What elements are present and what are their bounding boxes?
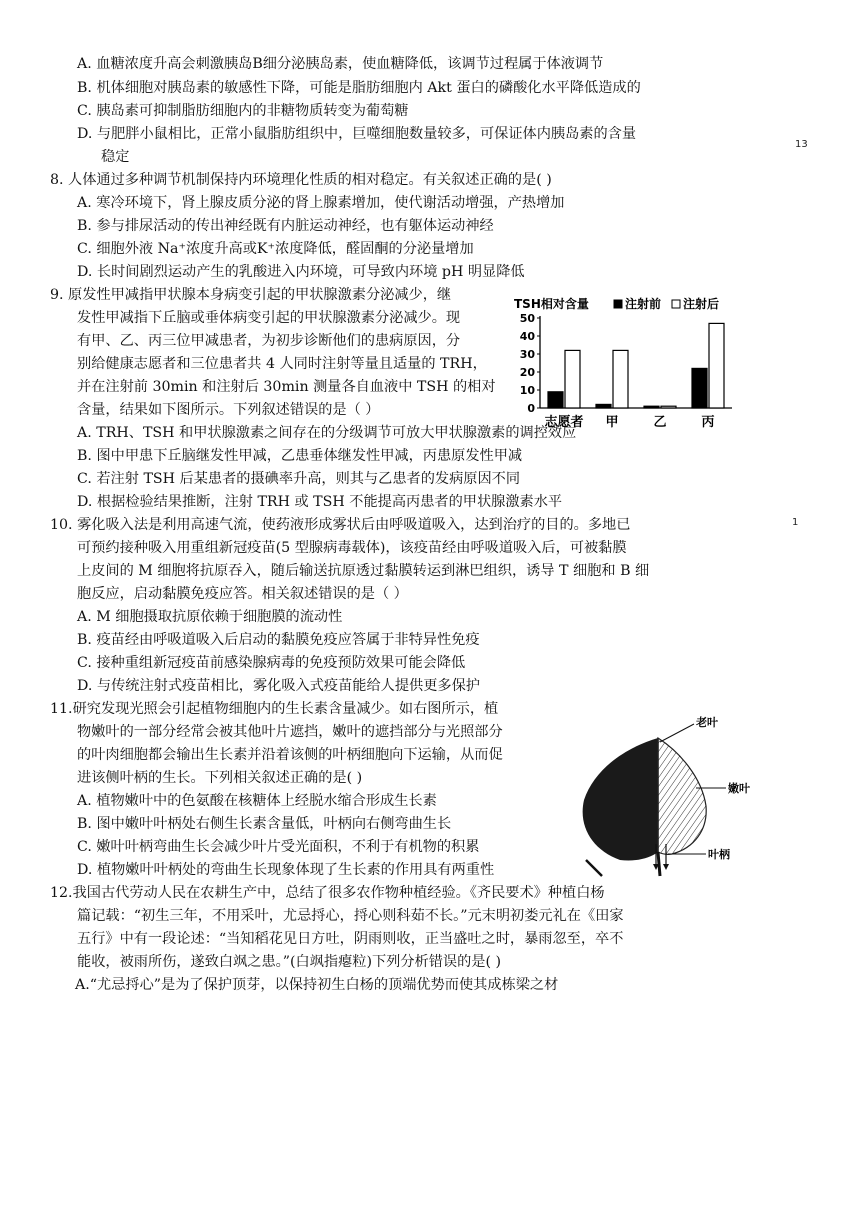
text-line: D. 植物嫩叶叶柄处的弯曲生长现象体现了生长素的作用具有两重性 bbox=[77, 862, 495, 878]
text-line: C. 细胞外液 Na⁺浓度升高或K⁺浓度降低，醛固酮的分泌量增加 bbox=[77, 241, 474, 257]
text-line: 胞反应，启动黏膜免疫应答。相关叙述错误的是（ ） bbox=[77, 586, 408, 602]
text-line: B. 图中甲患下丘脑继发性甲减，乙患垂体继发性甲减，丙患原发性甲减 bbox=[77, 448, 523, 464]
bar-3-1 bbox=[709, 323, 724, 408]
text-line: C. 接种重组新冠疫苗前感染腺病毒的免疫预防效果可能会降低 bbox=[77, 655, 466, 671]
page-number-mid: 1 bbox=[792, 517, 799, 528]
text-line: 可预约接种吸入用重组新冠疫苗(5 型腺病毒载体)，该疫苗经由呼吸道吸入后，可被黏膜 bbox=[77, 540, 627, 556]
bar-0-0 bbox=[548, 392, 563, 408]
chart-ylabel: TSH相对含量 bbox=[514, 297, 589, 311]
legend-label-0: 注射前 bbox=[625, 297, 662, 311]
text-line: 有甲、乙、丙三位甲减患者，为初步诊断他们的患病原因，分 bbox=[77, 333, 461, 349]
text-line: 12.我国古代劳动人民在农耕生产中，总结了很多农作物种植经验。《齐民要术》种植白杨 bbox=[50, 885, 605, 901]
text-line: C. 若注射 TSH 后某患者的摄碘率升高，则其与乙患者的发病原因不同 bbox=[77, 471, 521, 487]
text-line: A.“尤忌捋心”是为了保护顶芽，以保持初生白杨的顶端优势而使其成栋梁之材 bbox=[75, 977, 559, 993]
text-line: 含量，结果如下图所示。下列叙述错误的是（ ） bbox=[77, 402, 380, 418]
text-line: 8. 人体通过多种调节机制保持内环境理化性质的相对稳定。有关叙述正确的是( ) bbox=[50, 172, 552, 188]
text-line: D. 长时间剧烈运动产生的乳酸进入内环境，可导致内环境 pH 明显降低 bbox=[77, 264, 525, 280]
y-tick-label-2: 20 bbox=[519, 366, 535, 379]
legend-label-1: 注射后 bbox=[683, 297, 720, 311]
text-line: 别给健康志愿者和三位患者共 4 人同时注射等量且适量的 TRH， bbox=[77, 356, 487, 372]
y-tick-label-4: 40 bbox=[519, 330, 535, 343]
bar-0-1 bbox=[565, 350, 580, 408]
leaf-figure bbox=[576, 712, 756, 880]
text-line: 并在注射前 30min 和注射后 30min 测量各自血液中 TSH 的相对 bbox=[77, 379, 496, 395]
text-line: C. 嫩叶叶柄弯曲生长会减少叶片受光面积，不利于有机物的积累 bbox=[77, 839, 480, 855]
bar-2-1 bbox=[661, 406, 676, 408]
text-line: B. 机体细胞对胰岛素的敏感性下降，可能是脂肪细胞内 Akt 蛋白的磷酸化水平降低造成的 bbox=[77, 80, 641, 96]
legend-swatch-0 bbox=[614, 300, 622, 308]
text-line: B. 图中嫩叶叶柄处右侧生长素含量低，叶柄向右侧弯曲生长 bbox=[77, 816, 452, 832]
text-line: 物嫩叶的一部分经常会被其他叶片遮挡，嫩叶的遮挡部分与光照部分 bbox=[77, 724, 503, 740]
x-tick-label-2: 乙 bbox=[653, 415, 667, 430]
text-line: A. M 细胞摄取抗原依赖于细胞膜的流动性 bbox=[77, 609, 343, 625]
text-line: 9. 原发性甲减指甲状腺本身病变引起的甲状腺激素分泌减少，继 bbox=[50, 287, 452, 303]
bar-2-0 bbox=[644, 406, 659, 408]
text-line: D. 与传统注射式疫苗相比，雾化吸入式疫苗能给人提供更多保护 bbox=[77, 678, 480, 694]
text-line: A. 寒冷环境下，肾上腺皮质分泌的肾上腺素增加，使代谢活动增强，产热增加 bbox=[77, 195, 565, 211]
bar-1-0 bbox=[596, 404, 611, 408]
page-number-top: 13 bbox=[795, 139, 808, 150]
label-young-leaf: 嫩叶 bbox=[728, 782, 750, 795]
text-line: A. 血糖浓度升高会刺激胰岛B细分泌胰岛素，使血糖降低，该调节过程属于体液调节 bbox=[77, 56, 604, 72]
text-line: A. TRH、TSH 和甲状腺激素之间存在的分级调节可放大甲状腺激素的调控效应 bbox=[77, 425, 577, 441]
x-tick-label-3: 丙 bbox=[701, 415, 715, 430]
y-tick-label-0: 0 bbox=[527, 402, 535, 415]
bar-3-0 bbox=[692, 368, 707, 408]
text-line: B. 疫苗经由呼吸道吸入后启动的黏膜免疫应答属于非特异性免疫 bbox=[77, 632, 480, 648]
text-line: 发性甲减指下丘脑或垂体病变引起的甲状腺激素分泌减少。现 bbox=[77, 310, 461, 326]
text-line: 能收，被雨所伤，遂致白飒之患。”(白飒指瘪粒)下列分析错误的是( ) bbox=[77, 954, 502, 970]
text-line: 上皮间的 M 细胞将抗原吞入，随后输送抗原透过黏膜转运到淋巴组织，诱导 T 细胞和 B 细 bbox=[77, 563, 650, 579]
text-line: D. 与肥胖小鼠相比，正常小鼠脂肪组织中，巨噬细胞数量较多，可保证体内胰岛素的含量 bbox=[77, 126, 637, 142]
text-line: A. 植物嫩叶中的色氨酸在核糖体上经脱水缩合形成生长素 bbox=[77, 793, 437, 809]
label-petiole: 叶柄 bbox=[708, 848, 730, 861]
text-line: 进该侧叶柄的生长。下列相关叙述正确的是( ) bbox=[77, 770, 363, 786]
tsh-bar-chart bbox=[510, 294, 742, 434]
leader-old bbox=[660, 724, 694, 742]
text-line: D. 根据检验结果推断，注射 TRH 或 TSH 不能提高丙患者的甲状腺激素水平 bbox=[77, 494, 563, 510]
text-line: 的叶肉细胞都会输出生长素并沿着该侧的叶柄细胞向下运输，从而促 bbox=[77, 747, 503, 763]
text-line: C. 胰岛素可抑制脂肪细胞内的非糖物质转变为葡萄糖 bbox=[77, 103, 409, 119]
text-line: 五行》中有一段论述：“当知稻花见日方吐，阴雨则收，正当盛吐之时，暴雨忽至，卒不 bbox=[77, 931, 624, 947]
text-line: B. 参与排尿活动的传出神经既有内脏运动神经，也有躯体运动神经 bbox=[77, 218, 494, 234]
x-tick-label-1: 甲 bbox=[605, 415, 619, 430]
text-line: 10. 雾化吸入法是利用高速气流，使药液形成雾状后由呼吸道吸入，达到治疗的目的。多地已 bbox=[50, 517, 631, 533]
y-tick-label-3: 30 bbox=[519, 348, 535, 361]
x-tick-label-0: 志愿者 bbox=[544, 415, 584, 430]
y-tick-label-5: 50 bbox=[519, 312, 535, 325]
old-leaf-shape bbox=[583, 738, 658, 861]
text-line: 稳定 bbox=[101, 149, 130, 165]
text-line: 篇记载：“初生三年，不用采叶，尤忌捋心，捋心则科茹不长。”元末明初娄元礼在《田家 bbox=[77, 908, 624, 924]
legend-swatch-1 bbox=[672, 300, 680, 308]
y-tick-label-1: 10 bbox=[519, 384, 535, 397]
text-line: 11.研究发现光照会引起植物细胞内的生长素含量减少。如右图所示，植 bbox=[50, 701, 499, 717]
arrow-right-head bbox=[663, 864, 669, 870]
label-old-leaf: 老叶 bbox=[696, 716, 718, 729]
bar-1-1 bbox=[613, 350, 628, 408]
young-leaf-shape bbox=[658, 738, 706, 854]
ground-line bbox=[586, 860, 602, 876]
